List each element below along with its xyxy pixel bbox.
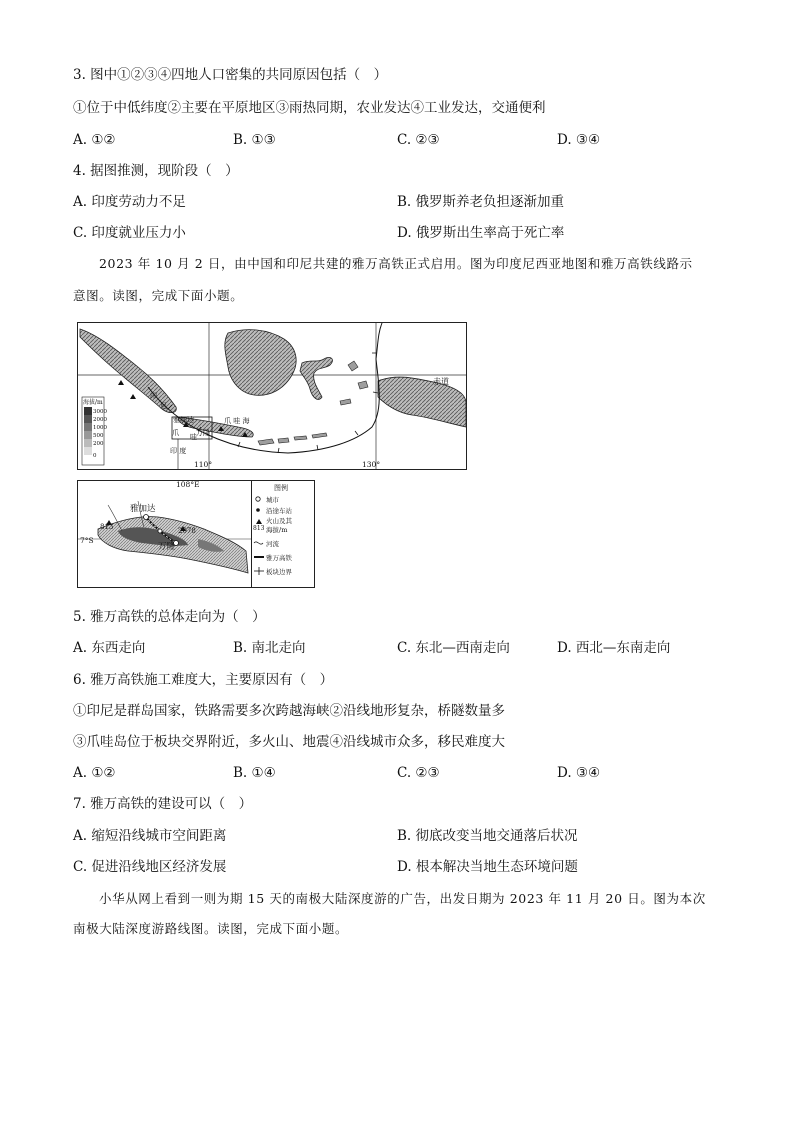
legend-level-0: 0 xyxy=(93,453,97,459)
legend-item-volcano: 火山及其 xyxy=(266,517,292,525)
indonesia-map-svg xyxy=(78,323,466,469)
peak-813-label: 813 xyxy=(100,523,114,531)
q5-option-d[interactable]: D. 西北—东南走向 xyxy=(557,640,671,656)
lon-110-label: 110° xyxy=(194,460,213,469)
q4-stem: 4. 据图推测，现阶段（ ） xyxy=(73,163,239,179)
lat-7s-label: 7°S xyxy=(80,536,94,545)
java-inset-map xyxy=(77,480,253,588)
inset-legend-svg xyxy=(252,481,314,587)
legend-item-station: 沿途车站 xyxy=(266,507,292,515)
bandung-label-top: 万隆 xyxy=(196,429,210,437)
q3-option-d[interactable]: D. ③④ xyxy=(557,132,601,148)
inset-legend xyxy=(251,480,315,588)
island-label-yin: 印 xyxy=(150,392,157,400)
q4-option-a[interactable]: A. 印度劳动力不足 xyxy=(73,194,186,210)
river-icon xyxy=(254,542,263,544)
volcano-icon xyxy=(256,519,262,524)
q6-option-d[interactable]: D. ③④ xyxy=(557,765,601,781)
q7-stem: 7. 雅万高铁的建设可以（ ） xyxy=(73,796,253,812)
legend-level-1000: 1000 xyxy=(93,425,107,431)
legend-item-river: 河流 xyxy=(266,540,279,548)
java-sea-label: 爪 哇 海 xyxy=(224,417,250,425)
q6-option-b[interactable]: B. ①④ xyxy=(233,765,276,781)
intro-2-line-2: 南极大陆深度游路线图。读图，完成下面小题。 xyxy=(73,921,349,936)
legend-level-2000: 2000 xyxy=(93,417,107,423)
intro-paragraph-2 xyxy=(73,890,728,938)
java-inset-map-svg xyxy=(78,481,252,587)
peak-2078-label: 2078 xyxy=(178,527,196,535)
indian-ocean-label: 印 度 xyxy=(170,447,187,455)
intro-paragraph-1 xyxy=(73,255,728,305)
bandung-label: 万隆 xyxy=(158,542,176,552)
lon-130-label: 130° xyxy=(362,460,381,469)
station-icon xyxy=(256,508,260,512)
legend-item-city: 城市 xyxy=(266,496,279,504)
q4-option-d[interactable]: D. 俄罗斯出生率高于死亡率 xyxy=(397,225,565,241)
q5-option-b[interactable]: B. 南北走向 xyxy=(233,640,306,656)
island-label-zhua: 爪 xyxy=(172,429,179,437)
jakarta-label: 雅加达 xyxy=(130,504,156,514)
q7-option-a[interactable]: A. 缩短沿线城市空间距离 xyxy=(73,828,227,844)
q6-stem: 6. 雅万高铁施工难度大，主要原因有（ ） xyxy=(73,672,334,688)
jakarta-label-top: 雅加达 xyxy=(173,416,194,424)
q6-statement-1: ①印尼是群岛国家，铁路需要多次跨越海峡②沿线地形复杂，桥隧数量多 xyxy=(73,703,505,719)
city-icon xyxy=(256,497,260,501)
q7-option-d[interactable]: D. 根本解决当地生态环境问题 xyxy=(397,859,578,875)
q7-option-b[interactable]: B. 彻底改变当地交通落后状况 xyxy=(397,828,578,844)
q3-option-c[interactable]: C. ②③ xyxy=(397,132,440,148)
intro-1-line-1: 2023 年 10 月 2 日，由中国和印尼共建的雅万高铁正式启用。图为印度尼西亚地图和雅万高铁线路示 xyxy=(99,256,693,271)
q3-option-b[interactable]: B. ①③ xyxy=(233,132,276,148)
legend-item-railway: 雅万高铁 xyxy=(266,554,292,562)
inset-legend-title: 图例 xyxy=(274,484,288,492)
q4-option-c[interactable]: C. 印度就业压力小 xyxy=(73,225,186,241)
q5-option-c[interactable]: C. 东北—西南走向 xyxy=(397,640,510,656)
q5-stem: 5. 雅万高铁的总体走向为（ ） xyxy=(73,609,266,625)
legend-level-500: 500 xyxy=(93,433,104,439)
q7-option-c[interactable]: C. 促进沿线地区经济发展 xyxy=(73,859,227,875)
intro-2-line-1: 小华从网上看到一则为期 15 天的南极大陆深度游的广告，出发日期为 2023 年 11 月 20 日。图为本次 xyxy=(99,891,706,906)
legend-item-plate: 板块边界 xyxy=(266,568,292,576)
island-label-wa: 哇 xyxy=(190,433,197,441)
q6-statement-2: ③爪哇岛位于板块交界附近，多火山、地震④沿线城市众多，移民难度大 xyxy=(73,734,505,750)
legend-item-altitude: 海拔/m xyxy=(266,526,288,534)
indonesia-map xyxy=(77,322,467,470)
q5-option-a[interactable]: A. 东西走向 xyxy=(73,640,146,656)
lon-108e-label: 108°E xyxy=(176,481,200,489)
legend-level-200: 200 xyxy=(93,441,104,447)
q6-option-a[interactable]: A. ①② xyxy=(73,765,116,781)
q3-stem: 3. 图中①②③④四地人口密集的共同原因包括（ ） xyxy=(73,67,388,83)
q3-statements: ①位于中低纬度②主要在平原地区③雨热同期，农业发达④工业发达，交通便利 xyxy=(73,100,546,116)
q3-option-a[interactable]: A. ①② xyxy=(73,132,116,148)
legend-title: 海拔/m xyxy=(83,399,103,406)
legend-item-num: 813 xyxy=(253,525,265,532)
equator-label: 赤道 xyxy=(433,377,449,386)
island-label-ni: 尼 xyxy=(160,402,167,410)
q4-option-b[interactable]: B. 俄罗斯养老负担逐渐加重 xyxy=(397,194,565,210)
legend-level-3000: 3000 xyxy=(93,409,107,415)
intro-1-line-2: 意图。读图，完成下面小题。 xyxy=(73,288,244,303)
q6-option-c[interactable]: C. ②③ xyxy=(397,765,440,781)
